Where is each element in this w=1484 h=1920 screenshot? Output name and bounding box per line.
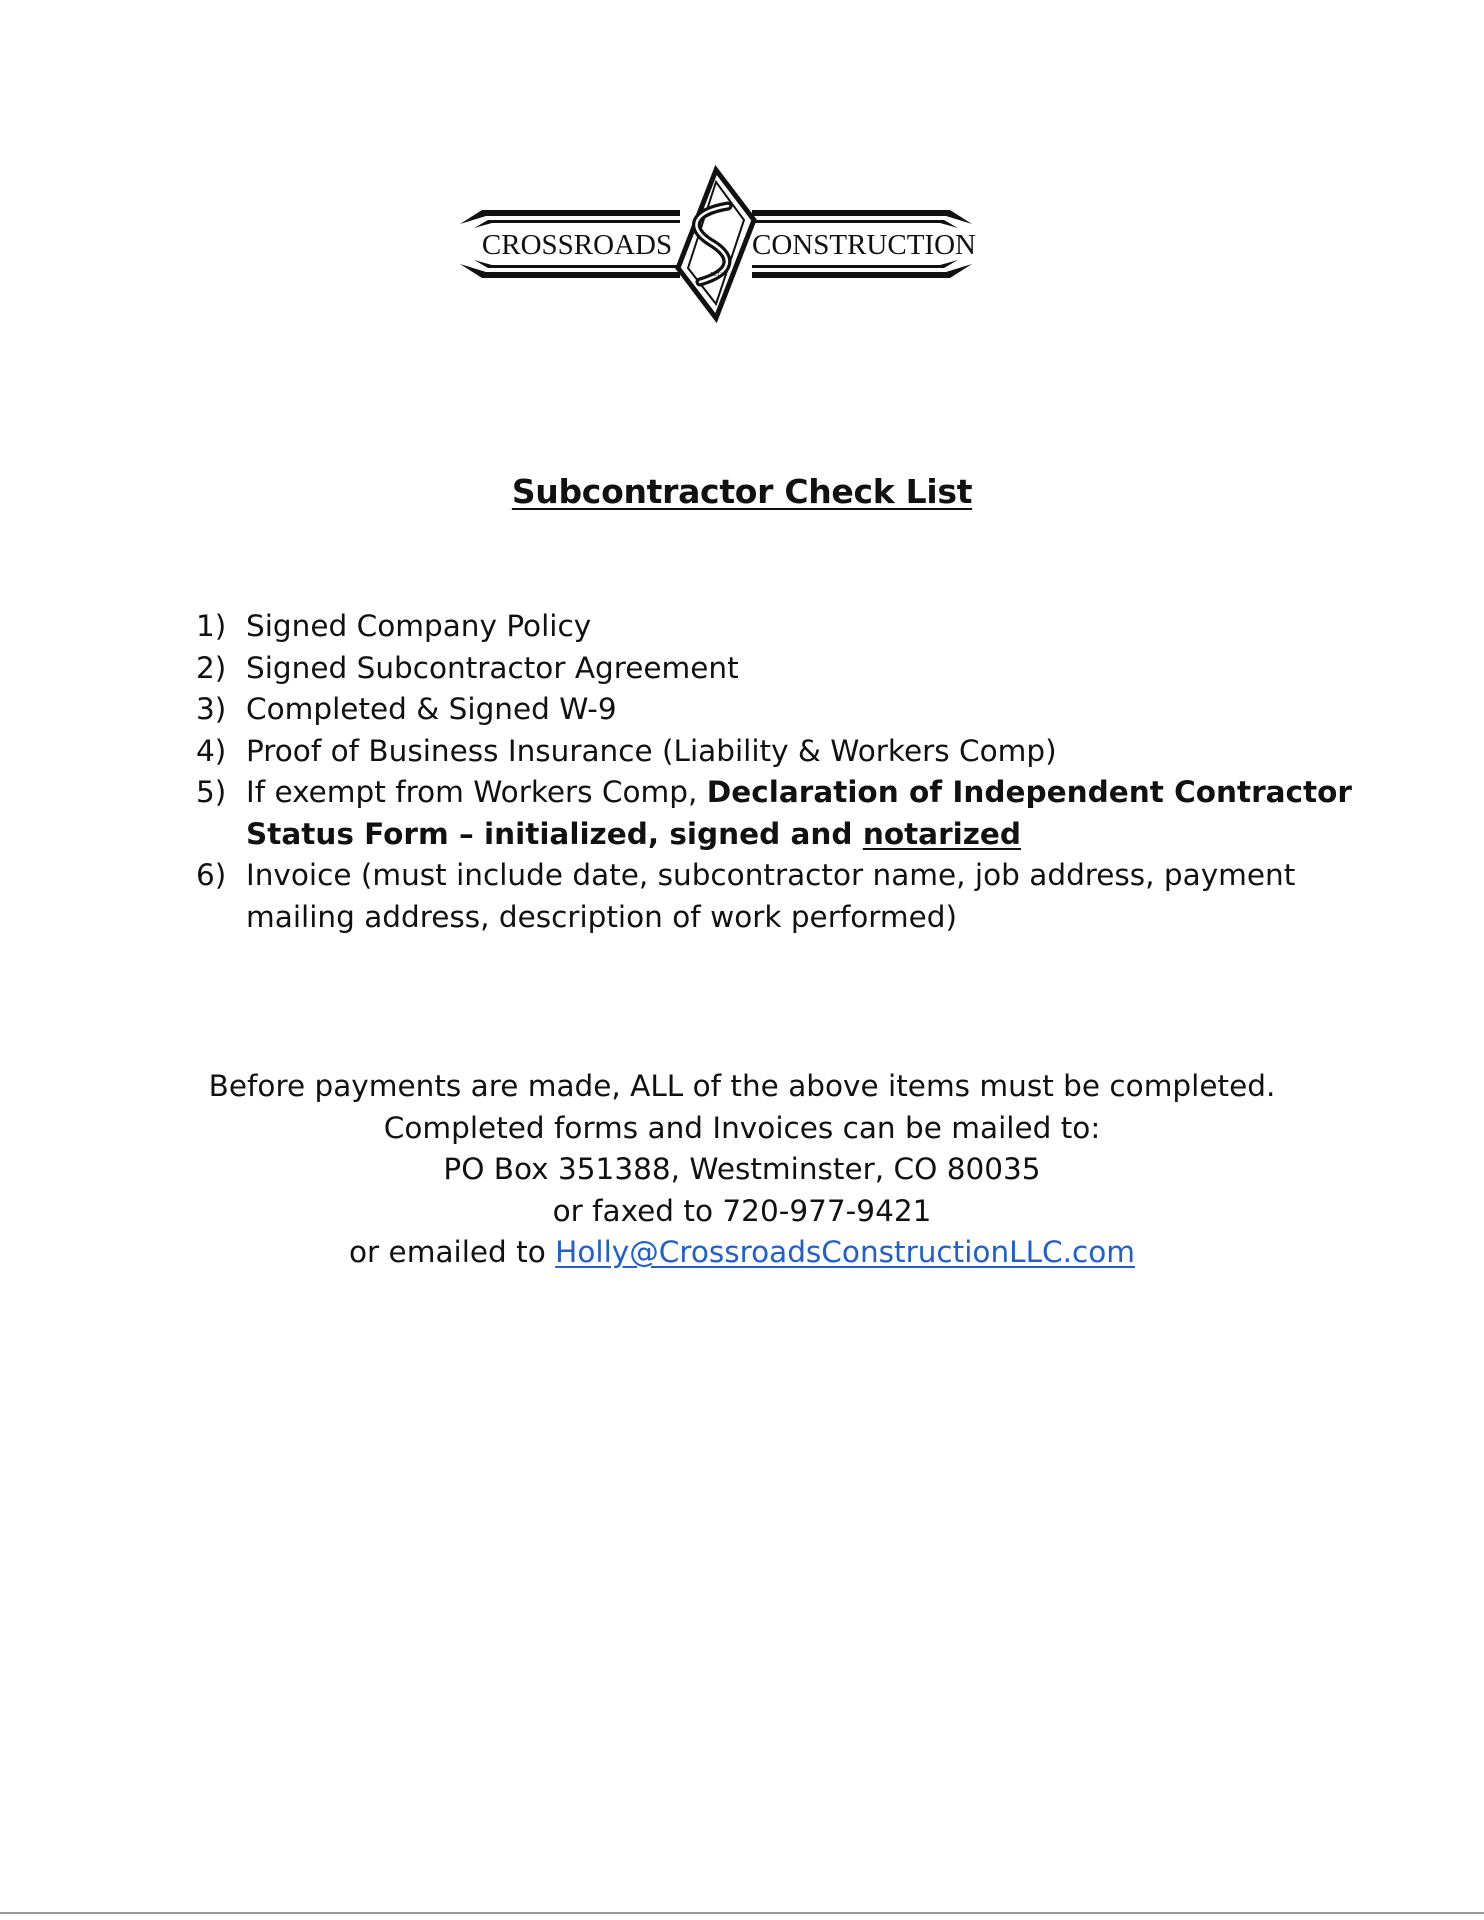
item-text-line-1: [246, 772, 1352, 814]
company-logo: [452, 164, 992, 324]
email-line: [0, 1232, 1484, 1274]
logo-bottom-thin-right: [752, 260, 958, 268]
footer-line-2: Completed forms and Invoices can be mailed to:: [383, 1110, 1101, 1145]
logo-text-right: CONSTRUCTION: [752, 229, 976, 261]
item-text-notarized: notarized: [862, 816, 1022, 851]
item-number: 5): [196, 775, 227, 809]
item-text: Proof of Business Insurance (Liability & Workers Comp): [246, 733, 1057, 768]
item-number: 2): [196, 650, 227, 685]
checklist-item: [196, 606, 1276, 648]
item-text-bold-line2: Status Form – initialized, signed and: [246, 816, 863, 851]
checklist-item: [196, 772, 1352, 855]
item-number: 1): [196, 609, 227, 643]
email-prefix: or emailed to: [349, 1235, 556, 1269]
payment-instructions: [0, 1066, 1484, 1274]
item-text-plain: If exempt from Workers Comp,: [246, 775, 707, 809]
item-text-line-2: mailing address, description of work performed): [246, 899, 957, 934]
logo-text-left: CROSSROADS: [481, 229, 673, 261]
item-text: Completed & Signed W-9: [246, 692, 617, 726]
item-text: Signed Company Policy: [246, 609, 592, 643]
logo-text-suffix: LLC: [710, 272, 722, 278]
scan-edge-line: [0, 1912, 1484, 1914]
item-text-line-2: [246, 814, 1276, 856]
crossroads-construction-logo: [452, 164, 992, 324]
item-number: 3): [196, 692, 227, 726]
checklist-item: [196, 731, 1276, 773]
email-link[interactable]: Holly@CrossroadsConstructionLLC.com: [555, 1235, 1135, 1269]
fax-line: or faxed to 720-977-9421: [552, 1193, 932, 1228]
footer-line-1: Before payments are made, ALL of the above items must be completed.: [208, 1069, 1276, 1103]
checklist: [196, 606, 1352, 938]
checklist-item: [196, 648, 1276, 690]
item-text-line-1: Invoice (must include date, subcontractor name, job address, payment: [246, 858, 1296, 892]
item-number: 4): [196, 733, 227, 768]
logo-bottom-thin-left: [474, 260, 680, 268]
item-text-bold: Declaration of Independent Contractor: [706, 775, 1352, 809]
mailing-address: PO Box 351388, Westminster, CO 80035: [443, 1152, 1041, 1186]
checklist-item: [196, 855, 1296, 938]
item-number: 6): [196, 858, 227, 892]
logo-top-thin-left: [474, 220, 680, 228]
page-title: Subcontractor Check List: [511, 472, 973, 511]
logo-top-thin-right: [752, 220, 958, 228]
checklist-item: [196, 689, 1276, 731]
logo-s-swoosh-highlight: [696, 206, 728, 282]
item-text: Signed Subcontractor Agreement: [246, 650, 739, 685]
